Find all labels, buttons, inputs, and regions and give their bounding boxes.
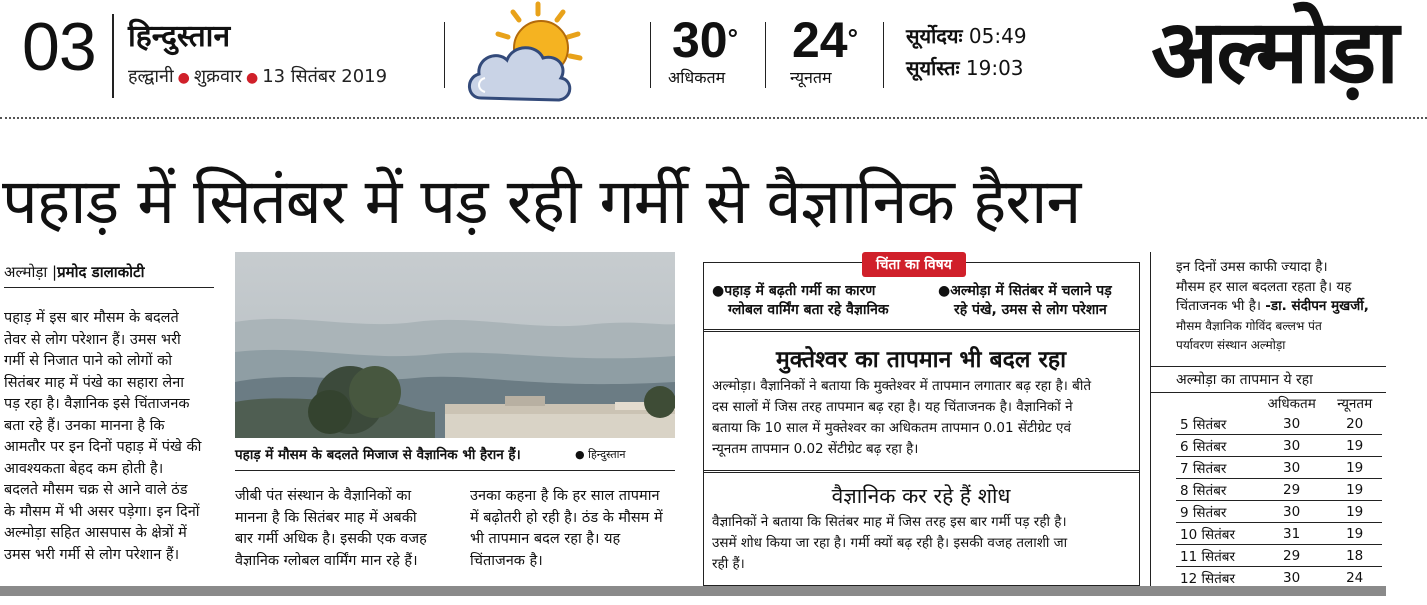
table-row: 5 सितंबर 30 20: [1176, 413, 1382, 435]
col-min-header: न्यूनतम: [1337, 395, 1373, 412]
article-line: पड़ रहा है। वैज्ञानिक इसे चिंताजनक: [4, 396, 190, 412]
sunset: सूर्यास्तः 19:03: [906, 56, 1024, 80]
concern-bullet-2: ●अल्मोड़ा में सितंबर में चलाने पड़ रहे पंखे, उमस से लोग परेशान: [938, 283, 1112, 318]
article-line: बार गर्मी अधिक है। इसकी एक वजह: [235, 531, 427, 547]
masthead-divider: [444, 22, 445, 88]
masthead-divider: [650, 22, 651, 88]
concern-bullet-1: ●पहाड़ में बढ़ती गर्मी का कारण ग्लोबल वार्मिंग बता रहे वैज्ञानिक: [712, 283, 889, 318]
article-line: आमतौर पर इन दिनों पहाड़ में पंखे की: [4, 439, 202, 455]
quote-attribution-name: -डा. संदीपन मुखर्जी,: [1265, 298, 1369, 314]
article-line: तेवर से लोग परेशान हैं। उमस भरी: [4, 331, 181, 348]
article-line: में बढ़ोतरी हो रही है। ठंड के मौसम में: [470, 509, 663, 526]
paper-name: हिन्दुस्तान: [128, 19, 231, 54]
dateline-location: हल्द्वानी: [128, 66, 174, 87]
section-rule: [703, 470, 1139, 473]
article-line: सितंबर माह में पंखे का सहारा लेना: [4, 374, 185, 391]
article-line: चिंताजनक है।: [470, 552, 543, 569]
masthead-divider: [765, 22, 766, 88]
table-header-row: [1176, 392, 1382, 413]
table-row: 8 सितंबर 29 19: [1176, 479, 1382, 501]
bottom-rule: [0, 586, 1386, 596]
article-line: बता रहे हैं। उनका मानना है कि: [4, 417, 165, 434]
mukteshwar-body: अल्मोड़ा। वैज्ञानिकों ने बताया कि मुक्तेश्वर में तापमान लगातार बढ़ रहा है। बीते दस सालों में जिस तरह तापमान बढ़ रहा है। यह चिंताजनक है। वैज्ञानिकों ने बताया कि 10 साल में मुक्तेश्वर का अधिकतम तापमान 0.01 सेंटीग्रेट एवं न्यूनतम तापमान 0.02 सेंटीग्रेट बढ़ रहा है।: [712, 378, 1092, 457]
concern-tag: चिंता का विषय: [862, 252, 966, 277]
min-temp: 24°: [792, 12, 859, 68]
quote-rule: [1150, 366, 1386, 367]
bullet-dot-icon: ●: [245, 70, 259, 86]
article-column-3: [470, 486, 692, 572]
quote-attribution-role-2: पर्यावरण संस्थान अल्मोड़ा: [1176, 338, 1286, 352]
article-line: वैज्ञानिक ग्लोबल वार्मिंग मान रहे हैं।: [235, 552, 418, 569]
dateline: [128, 64, 387, 88]
table-row: 6 सितंबर 30 19: [1176, 435, 1382, 457]
temp-table-title: अल्मोड़ा का तापमान ये रहा: [1176, 372, 1313, 388]
table-row: 9 सितंबर 30 19: [1176, 501, 1382, 523]
byline-author: प्रमोद डालाकोटी: [57, 263, 145, 281]
mukteshwar-heading: मुक्तेश्वर का तापमान भी बदल रहा: [775, 347, 1067, 373]
article-line: उनका कहना है कि हर साल तापमान: [470, 488, 660, 504]
bullet-dot-icon: ●: [575, 448, 589, 461]
table-row: 11 सितंबर 29 18: [1176, 545, 1382, 567]
table-row: 10 सितंबर 31 19: [1176, 523, 1382, 545]
dateline-date: 13 सितंबर 2019: [262, 66, 388, 87]
city-title: अल्मोड़ा: [1151, 0, 1397, 103]
min-temp-label: न्यूनतम: [790, 68, 832, 87]
table-row: 7 सितंबर 30 19: [1176, 457, 1382, 479]
byline-rule: [4, 287, 214, 288]
partly-cloudy-icon: [463, 0, 593, 118]
article-line: पहाड़ में इस बार मौसम के बदलते: [4, 310, 179, 326]
masthead-divider: [883, 22, 884, 88]
section-rule: [703, 329, 1139, 332]
sunrise: सूर्योदयः 05:49: [906, 24, 1027, 48]
article-line: अल्मोड़ा सहित आसपास के क्षेत्रों में: [4, 525, 187, 541]
article-line: जीबी पंत संस्थान के वैज्ञानिकों का: [235, 488, 412, 504]
expert-quote: इन दिनों उमस काफी ज्यादा है। मौसम हर साल बदलता रहता है। यह चिंताजनक भी है। -डा. संदीपन मुखर्जी, मौसम वैज्ञानिक गोविंद बल्लभ पंत पर्यावरण संस्थान अल्मोड़ा: [1176, 258, 1406, 356]
quote-attribution-role: मौसम वैज्ञानिक गोविंद बल्लभ पंत: [1176, 318, 1322, 333]
article-column-1: [4, 308, 224, 566]
masthead-divider: [112, 14, 114, 98]
headline: पहाड़ में सितंबर में पड़ रही गर्मी से वैज्ञानिक हैरान: [2, 165, 1081, 238]
column-divider: [1150, 252, 1151, 586]
research-heading: वैज्ञानिक कर रहे हैं शोध: [831, 484, 1011, 508]
research-body: वैज्ञानिकों ने बताया कि सितंबर माह में जिस तरह इस बार गर्मी पड़ रही है। उसमें शोध किया जा रहा है। गर्मी क्यों बढ़ रही है। इसकी वजह तलाशी जा रही हैं।: [712, 514, 1068, 572]
masthead-rule: [0, 117, 1427, 119]
table-row: 12 सितंबर 30 24: [1180, 569, 1364, 587]
max-temp: 30°: [672, 12, 739, 68]
news-photo: [235, 252, 675, 438]
dateline-day: शुक्रवार: [193, 66, 242, 87]
bullet-dot-icon: ●: [177, 70, 190, 86]
article-line: बदलते मौसम चक्र से आने वाले ठंड: [4, 482, 188, 498]
temp-table: [1176, 392, 1386, 588]
article-line: मानना है कि सितंबर माह में अबकी: [235, 509, 417, 526]
article-column-2: [235, 486, 457, 572]
caption-rule: [235, 470, 675, 471]
photo-caption: पहाड़ में मौसम के बदलते मिजाज से वैज्ञानिक भी हैरान हैं।: [235, 447, 521, 463]
page-number: 03: [22, 9, 96, 85]
byline-place: अल्मोड़ा: [4, 263, 48, 281]
max-temp-label: अधिकतम: [668, 68, 726, 87]
article-line: भी तापमान बदल रहा है। यह: [470, 531, 621, 547]
article-line: आवश्यकता बेहद कम होती है।: [4, 460, 164, 477]
article-line: उमस भरी गर्मी से लोग परेशान हैं।: [4, 546, 180, 563]
article-line: के मौसम में भी असर पड़ेगा। इन दिनों: [4, 503, 200, 520]
col-max-header: अधिकतम: [1267, 395, 1316, 412]
photo-credit: ● हिन्दुस्तान: [575, 448, 626, 461]
article-line: गर्मी से निजात पाने को लोगों को: [4, 353, 172, 369]
byline: अल्मोड़ा |प्रमोद डालाकोटी: [4, 263, 145, 281]
